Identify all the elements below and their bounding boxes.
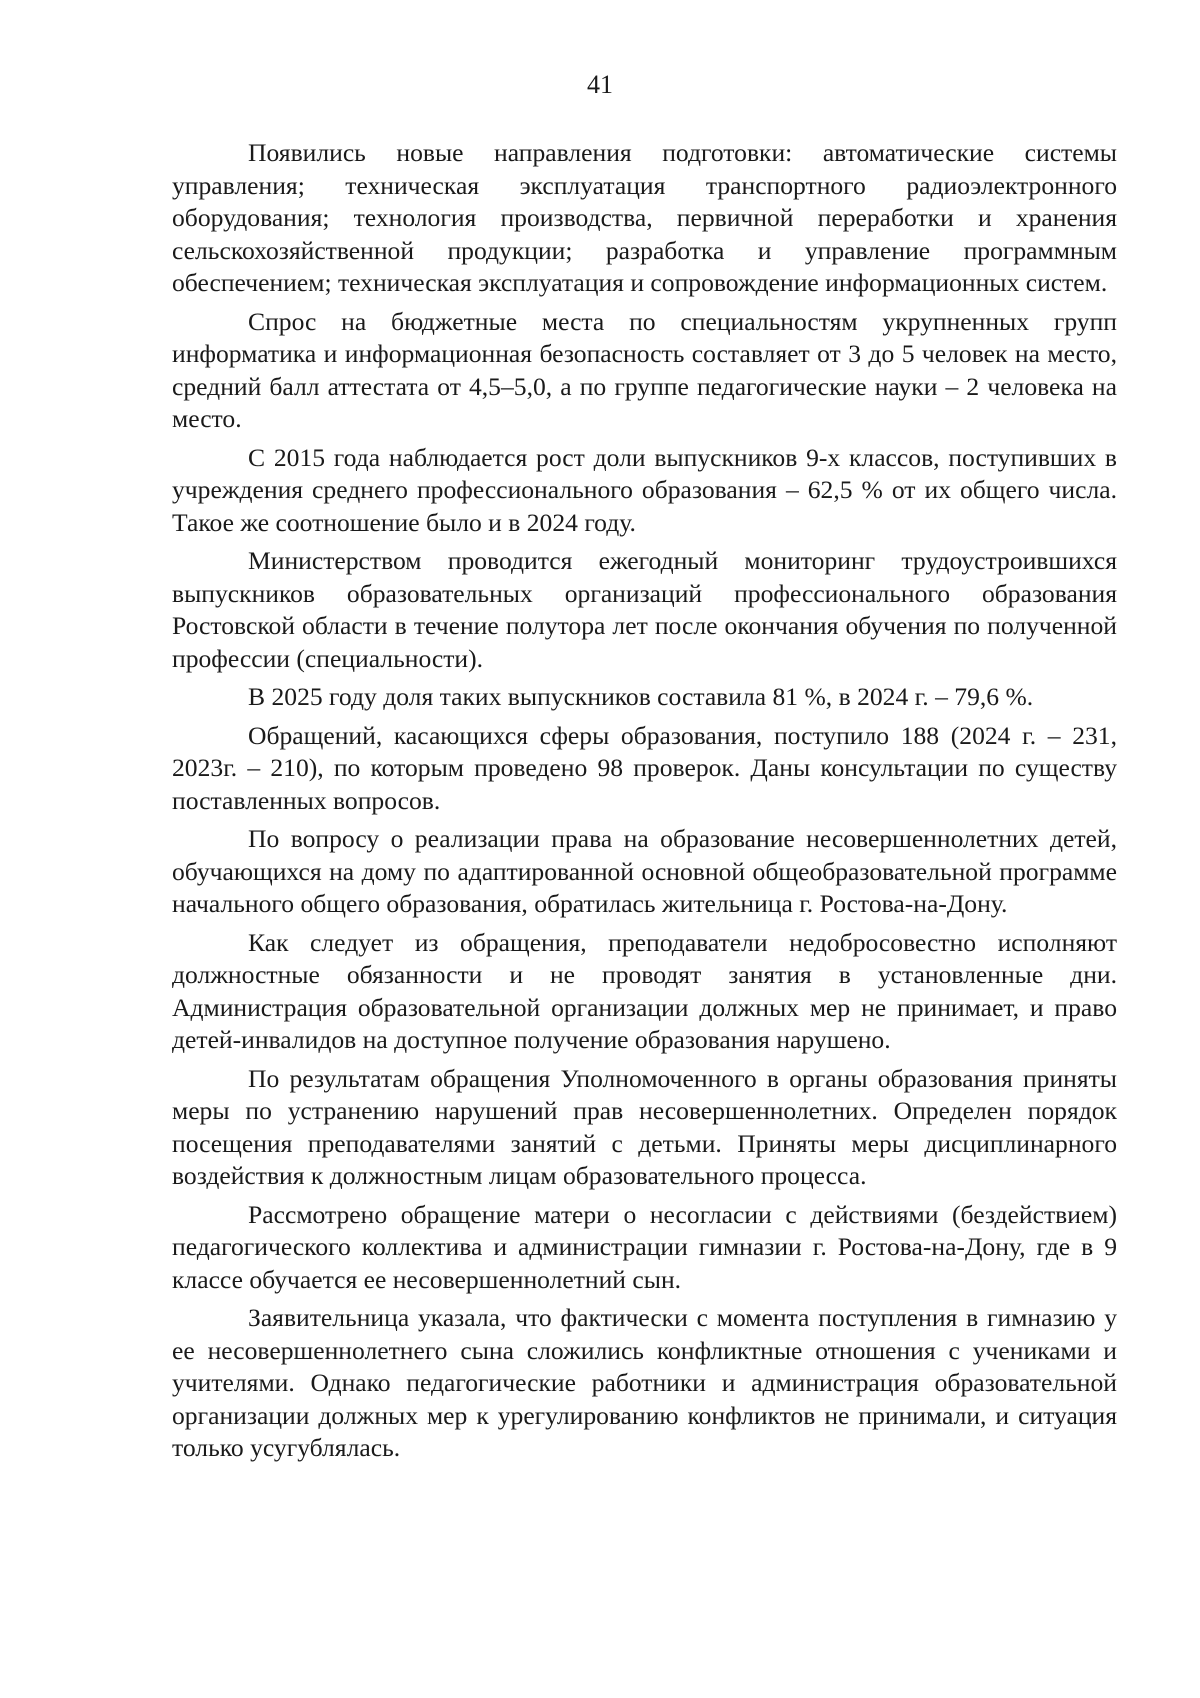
paragraph-appeals-count: Обращений, касающихся сферы образования, поступило 188 (2024 г. – 231, 2023г. – 210), по которым проведено 98 проверок. Даны консультации по существу поставленных вопросов. [172, 720, 1117, 815]
paragraph-graduates-share-2025: В 2025 году доля таких выпускников составила 81 %, в 2024 г. – 79,6 %. [248, 682, 1034, 711]
paragraph-mother-appeal: Рассмотрено обращение матери о несогласии с действиями (бездействием) педагогического коллектива и администрации гимназии г. Ростова-на-Дону, где в 9 классе обучается ее несовершеннолетний сын. [172, 1199, 1117, 1294]
paragraph-graduates-share-growth: С 2015 года наблюдается рост доли выпускников 9-х классов, поступивших в учреждения среднего профессионального образования – 62,5 % от их общего числа. Такое же соотношение было и в 2024 году. [172, 442, 1117, 537]
paragraph-teachers-negligence: Как следует из обращения, преподаватели недобросовестно исполняют должностные обязанности и не проводят занятия в установленные дни. Администрация образовательной организации должных мер не принимает, и право детей-инвалидов на доступное получение образования нарушено. [172, 927, 1117, 1054]
paragraph-home-education-appeal: По вопросу о реализации права на образование несовершеннолетних детей, обучающихся на дому по адаптированной основной общеобразовательной программе начального общего образования, обратилась жительница г. Ростова-на-Дону. [172, 824, 1117, 918]
paragraph-new-training-directions: Появились новые направления подготовки: автоматические системы управления; техническая эксплуатация транспортного радиоэлектронного оборудования; технология производства, первичной переработки и хранения сельскохозяйственной продукции; разработка и управление программным обеспечением; техническая эксплуатация и сопровождение информационных систем. [172, 138, 1117, 297]
paragraph-conflict-situation: Заявительница указала, что фактически с момента поступления в гимназию у ее несовершеннолетнего сына сложились конфликтные отношения с учениками и учителями. Однако педагогические работники и администрация образовательной организации должных мер к урегулированию конфликтов не принимали, и ситуация только усугублялась. [172, 1303, 1117, 1462]
paragraph-employment-monitoring: Министерством проводится ежегодный мониторинг трудоустроившихся выпускников образовательных организаций профессионального образования Ростовской области в течение полутора лет после окончания обучения по полученной профессии (специальности). [172, 546, 1117, 673]
paragraph-budget-places-demand: Спрос на бюджетные места по специальностям укрупненных групп информатика и информационная безопасность составляет от 3 до 5 человек на место, средний балл аттестата от 4,5–5,0, а по группе педагогические науки – 2 человека на место. [172, 306, 1117, 433]
page-number: 41 [587, 70, 613, 99]
paragraph-measures-taken: По результатам обращения Уполномоченного в органы образования приняты меры по устранению нарушений прав несовершеннолетних. Определен порядок посещения преподавателями занятий с детьми. Приняты меры дисциплинарного воздействия к должностным лицам образовательного процесса. [172, 1063, 1117, 1190]
document-body [172, 137, 1117, 1471]
